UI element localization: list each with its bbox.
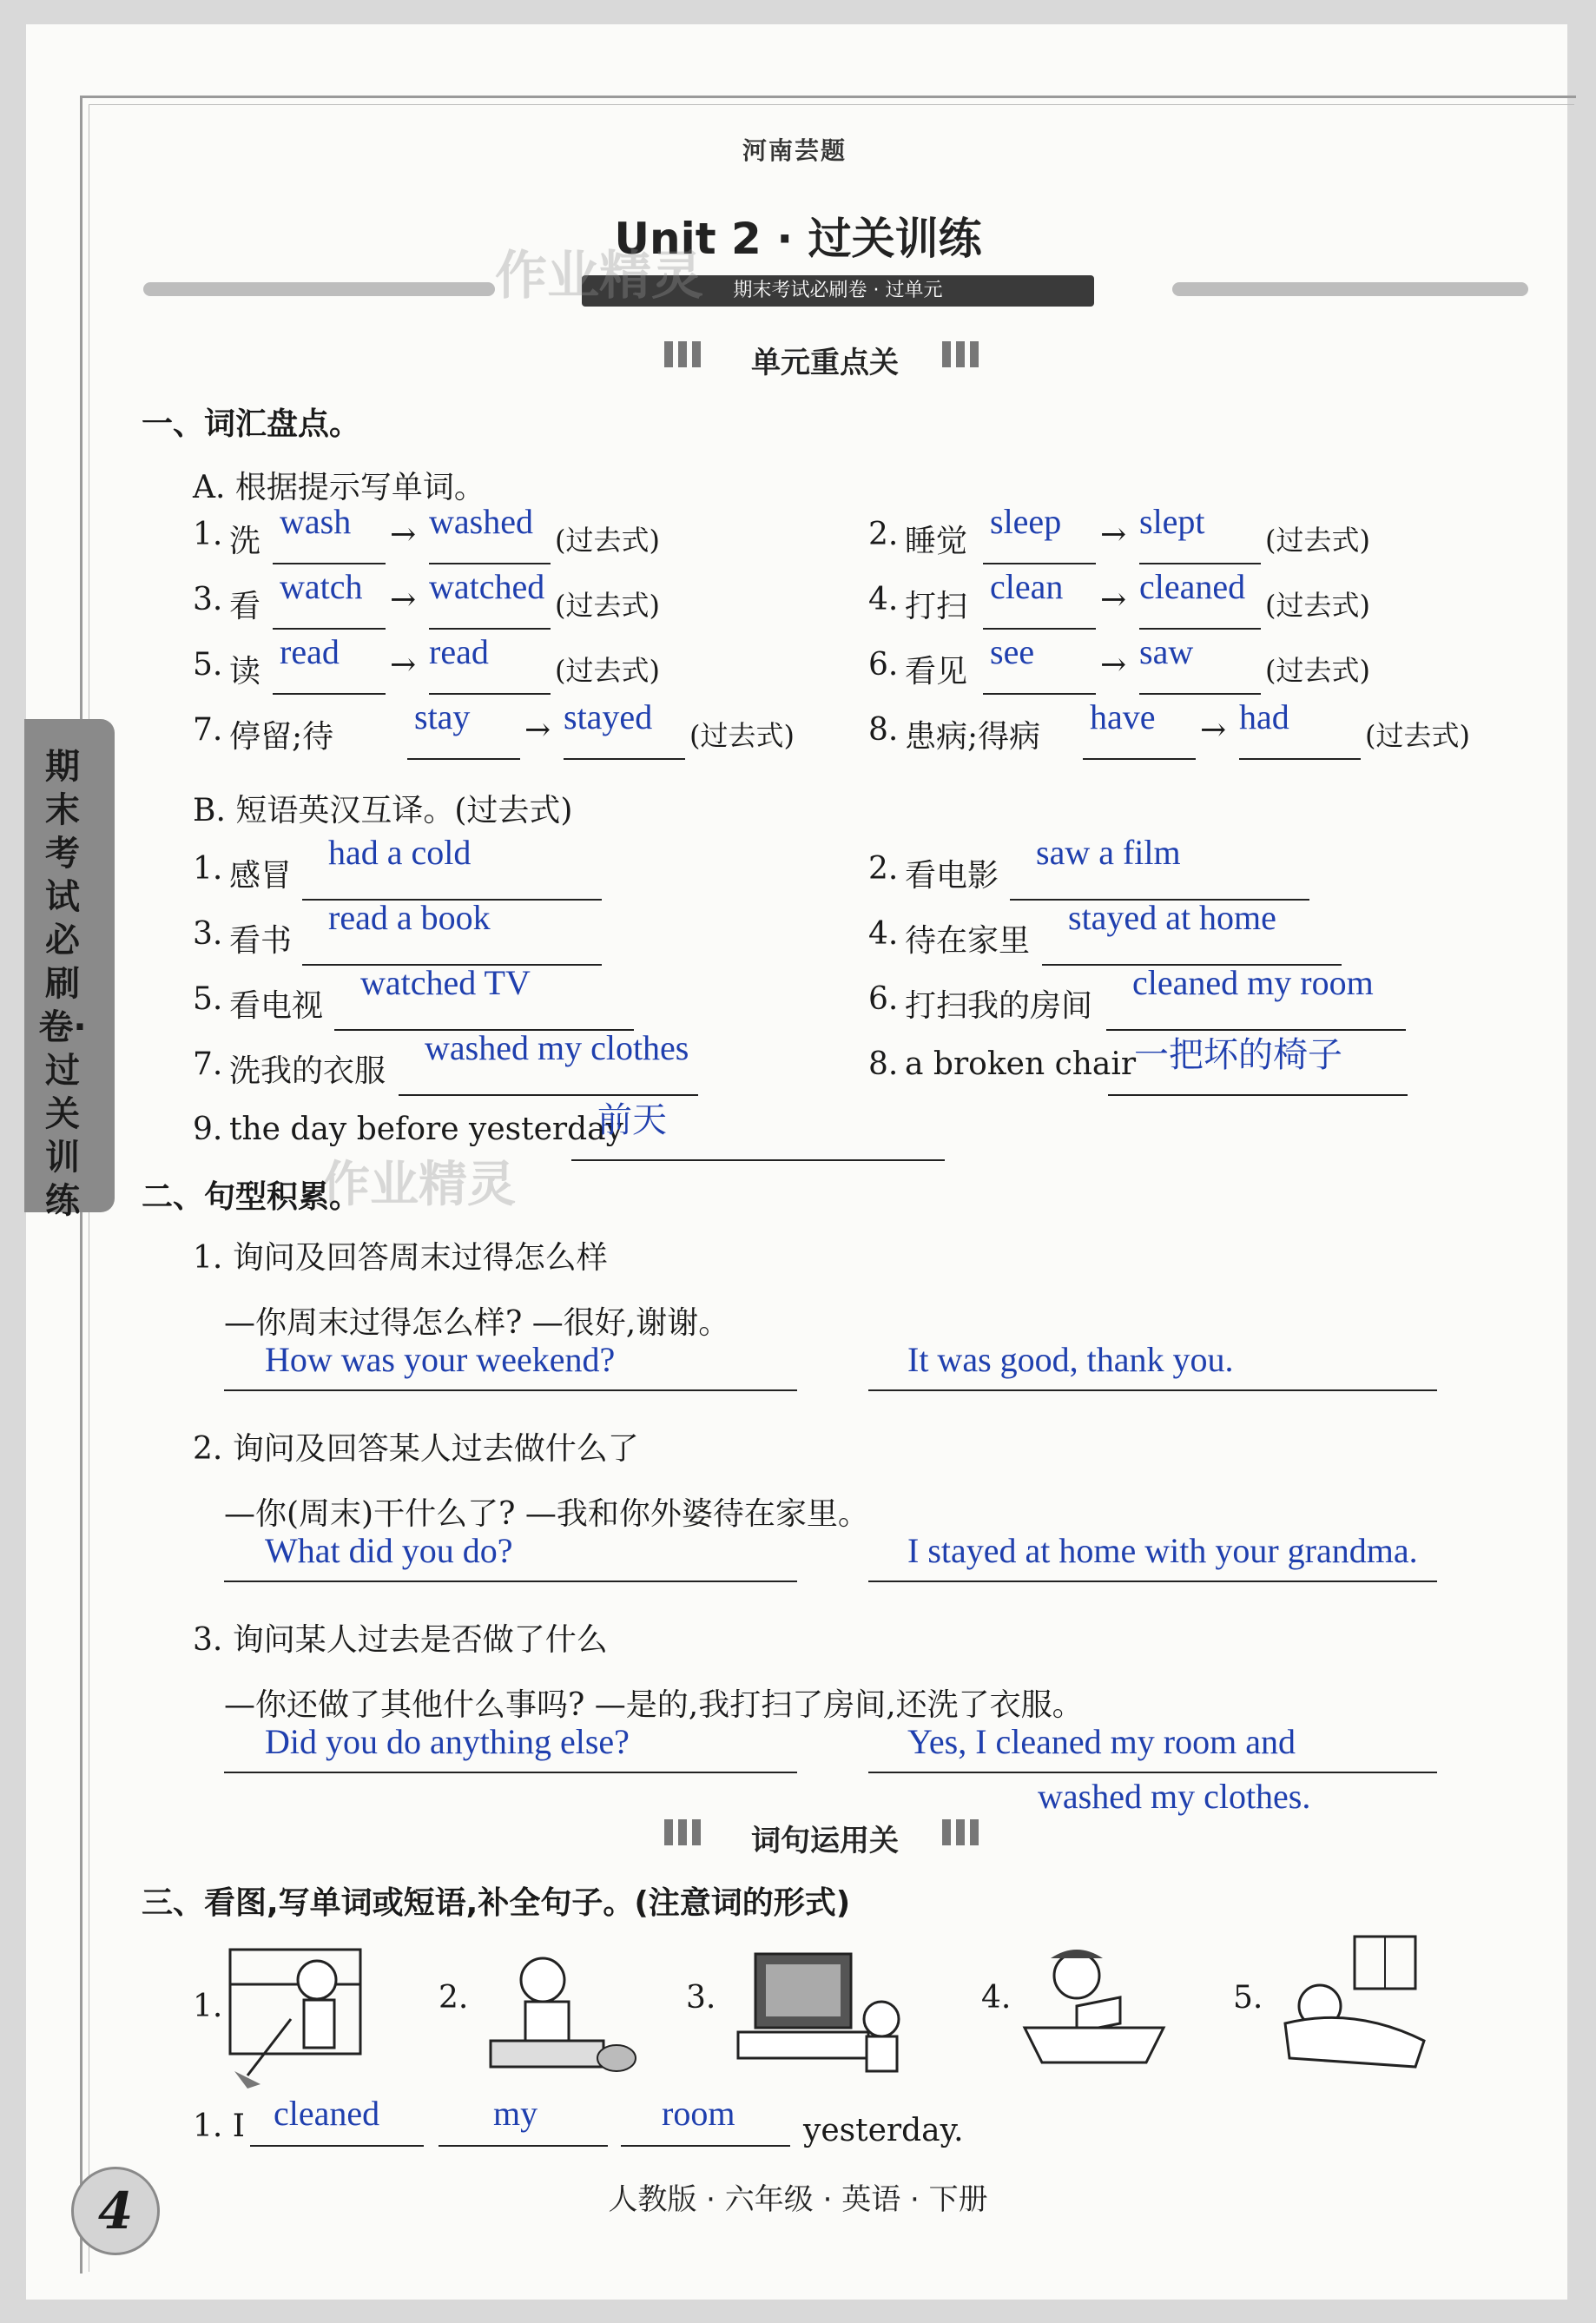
answer-line	[983, 628, 1096, 630]
answer-line	[273, 628, 386, 630]
phrase-answer: stayed at home	[1068, 898, 1276, 937]
section-heading-usage: 词句运用关	[751, 1824, 899, 1858]
phrase-num: 8.	[868, 1046, 899, 1082]
vocab-word: sleep	[990, 502, 1062, 541]
picture-sleeping	[1268, 1928, 1433, 2076]
arrow-glyph: →	[390, 582, 417, 617]
answer-line	[224, 1581, 797, 1582]
phrase-answer: 前天	[597, 1100, 667, 1139]
pattern-title: 3. 询问某人过去是否做了什么	[193, 1622, 608, 1658]
vocab-cn: 看见	[905, 654, 968, 690]
answer-line	[983, 563, 1096, 564]
phrase-prompt: 打扫我的房间	[905, 988, 1093, 1024]
part3-q1-end: yesterday.	[803, 2113, 964, 2148]
footer: 人教版 · 六年级 · 英语 · 下册	[608, 2182, 988, 2217]
section-deco-right	[942, 341, 984, 367]
answer-line	[1083, 758, 1196, 760]
phrase-prompt: a broken chair	[905, 1046, 1137, 1082]
part3-q1-start: 1. I	[193, 2109, 246, 2144]
section-deco-left	[664, 341, 706, 367]
past-tense-label: (过去式)	[555, 589, 660, 622]
vocab-past: watched	[429, 567, 545, 606]
section-deco-right-2	[942, 1819, 984, 1845]
watermark-2: 作业精灵	[321, 1157, 516, 1213]
phrase-answer: washed my clothes	[425, 1028, 689, 1067]
phrase-prompt: 洗我的衣服	[229, 1053, 386, 1089]
answer-response-cont: washed my clothes.	[1038, 1777, 1311, 1816]
vocab-cn: 睡觉	[905, 524, 968, 559]
part1-heading: 一、词汇盘点。	[142, 406, 361, 442]
answer-line	[621, 2145, 790, 2147]
answer-line	[1139, 693, 1261, 695]
answer-line	[224, 1389, 797, 1391]
past-tense-label: (过去式)	[1265, 654, 1370, 687]
phrase-num: 9.	[193, 1112, 223, 1147]
vocab-num: 6.	[868, 647, 899, 683]
part2-heading: 二、句型积累。	[142, 1179, 361, 1215]
vocab-num: 3.	[193, 582, 223, 617]
vocab-past: slept	[1139, 502, 1205, 541]
answer-line	[224, 1772, 797, 1773]
vocab-word: clean	[990, 567, 1064, 606]
vocab-cn: 读	[229, 654, 261, 690]
phrase-prompt: 待在家里	[905, 923, 1031, 959]
decorative-bar-right	[1172, 282, 1528, 296]
vocab-cn: 患病;得病	[905, 719, 1041, 755]
part1-a-heading: A. 根据提示写单词。	[193, 470, 485, 505]
pic-label-4: 4.	[981, 1980, 1012, 2016]
answer-line	[439, 2145, 608, 2147]
answer-line	[1239, 758, 1361, 760]
answer-response: Yes, I cleaned my room and	[907, 1722, 1296, 1761]
answer-line	[429, 628, 551, 630]
phrase-answer: had a cold	[328, 833, 472, 872]
vocab-word: wash	[280, 502, 352, 541]
picture-washing	[473, 1945, 638, 2084]
answer-line	[429, 563, 551, 564]
arrow-glyph: →	[1200, 712, 1227, 748]
vocab-word: see	[990, 632, 1035, 671]
page-number: 4	[71, 2167, 160, 2255]
pic-label-5: 5.	[1233, 1980, 1263, 2016]
arrow-glyph: →	[390, 647, 417, 683]
phrase-num: 7.	[193, 1046, 223, 1082]
phrase-answer: read a book	[328, 898, 491, 937]
decorative-bar-left	[143, 282, 495, 296]
vocab-word: watch	[280, 567, 363, 606]
vocab-cn: 打扫	[905, 589, 968, 624]
answer-question: What did you do?	[265, 1531, 513, 1570]
vocab-num: 8.	[868, 712, 899, 748]
phrase-answer: watched TV	[360, 963, 531, 1002]
pattern-title: 2. 询问及回答某人过去做什么了	[193, 1431, 639, 1467]
watermark: 作业精灵	[495, 246, 703, 307]
picture-reading	[1016, 1941, 1172, 2080]
part3-q1-blank2: my	[493, 2094, 538, 2133]
vocab-num: 5.	[193, 647, 223, 683]
pic-label-2: 2.	[439, 1980, 469, 2016]
phrase-prompt: the day before yesterday	[229, 1112, 623, 1147]
part3-q1-blank3: room	[662, 2094, 735, 2133]
picture-watching-tv	[729, 1937, 903, 2084]
brand-logo-text: 河南芸题	[742, 136, 847, 165]
pattern-chinese: —你还做了其他什么事吗? —是的,我打扫了房间,还洗了衣服。	[224, 1687, 1084, 1723]
answer-response: I stayed at home with your grandma.	[907, 1531, 1418, 1570]
answer-question: Did you do anything else?	[265, 1722, 630, 1761]
vocab-num: 2.	[868, 517, 899, 552]
vocab-word: stay	[414, 697, 471, 736]
past-tense-label: (过去式)	[1365, 719, 1470, 752]
vocab-past: washed	[429, 502, 533, 541]
part1-b-heading: B. 短语英汉互译。(过去式)	[193, 793, 573, 828]
answer-response: It was good, thank you.	[907, 1340, 1234, 1379]
pattern-chinese: —你周末过得怎么样? —很好,谢谢。	[224, 1305, 730, 1341]
vocab-num: 1.	[193, 517, 223, 552]
pic-label-3: 3.	[686, 1980, 716, 2016]
side-tab-label: 期末考试必刷卷·过关训练	[38, 747, 87, 1221]
section-heading-key: 单元重点关	[751, 346, 899, 380]
section-deco-left-2	[664, 1819, 706, 1845]
pattern-title: 1. 询问及回答周末过得怎么样	[193, 1240, 608, 1276]
answer-line	[564, 758, 685, 760]
phrase-prompt: 感冒	[229, 858, 293, 894]
arrow-glyph: →	[390, 517, 417, 552]
picture-sweeping	[221, 1932, 395, 2089]
page-title: Unit 2 · 过关训练	[614, 214, 982, 264]
answer-line	[571, 1159, 945, 1161]
phrase-prompt: 看书	[229, 923, 293, 959]
answer-line	[868, 1389, 1437, 1391]
vocab-word: have	[1090, 697, 1156, 736]
vocab-num: 4.	[868, 582, 899, 617]
vocab-past: cleaned	[1139, 567, 1246, 606]
sub-banner: 期末考试必刷卷 · 过单元	[582, 275, 1094, 307]
answer-line	[429, 693, 551, 695]
vocab-word: read	[280, 632, 340, 671]
vocab-past: stayed	[564, 697, 653, 736]
phrase-num: 5.	[193, 981, 223, 1017]
answer-line	[868, 1581, 1437, 1582]
phrase-num: 1.	[193, 851, 223, 887]
answer-line	[1139, 563, 1261, 564]
past-tense-label: (过去式)	[555, 654, 660, 687]
answer-line	[407, 758, 520, 760]
arrow-glyph: →	[1100, 582, 1127, 617]
phrase-num: 4.	[868, 916, 899, 952]
vocab-num: 7.	[193, 712, 223, 748]
answer-question: How was your weekend?	[265, 1340, 616, 1379]
answer-line	[868, 1772, 1437, 1773]
vocab-past: had	[1239, 697, 1289, 736]
vocab-cn: 看	[229, 589, 261, 624]
past-tense-label: (过去式)	[1265, 524, 1370, 557]
answer-line	[273, 563, 386, 564]
vocab-cn: 洗	[229, 524, 261, 559]
answer-line	[1108, 1094, 1408, 1096]
phrase-num: 3.	[193, 916, 223, 952]
vocab-past: saw	[1139, 632, 1194, 671]
answer-line	[250, 2145, 424, 2147]
phrase-num: 2.	[868, 851, 899, 887]
phrase-prompt: 看电影	[905, 858, 999, 894]
answer-line	[983, 693, 1096, 695]
arrow-glyph: →	[1100, 517, 1127, 552]
arrow-glyph: →	[1100, 647, 1127, 683]
answer-line	[1139, 628, 1261, 630]
vocab-past: read	[429, 632, 489, 671]
phrase-num: 6.	[868, 981, 899, 1017]
phrase-prompt: 看电视	[229, 988, 324, 1024]
phrase-answer: saw a film	[1036, 833, 1181, 872]
past-tense-label: (过去式)	[555, 524, 660, 557]
past-tense-label: (过去式)	[1265, 589, 1370, 622]
arrow-glyph: →	[524, 712, 551, 748]
part3-q1-blank1: cleaned	[274, 2094, 380, 2133]
vocab-cn: 停留;待	[229, 719, 334, 755]
pattern-chinese: —你(周末)干什么了? —我和你外婆待在家里。	[224, 1496, 869, 1532]
phrase-answer: 一把坏的椅子	[1134, 1035, 1342, 1074]
part3-heading: 三、看图,写单词或短语,补全句子。(注意词的形式)	[142, 1885, 851, 1921]
answer-line	[273, 693, 386, 695]
past-tense-label: (过去式)	[689, 719, 795, 752]
pic-label-1: 1.	[193, 1989, 223, 2024]
phrase-answer: cleaned my room	[1132, 963, 1374, 1002]
